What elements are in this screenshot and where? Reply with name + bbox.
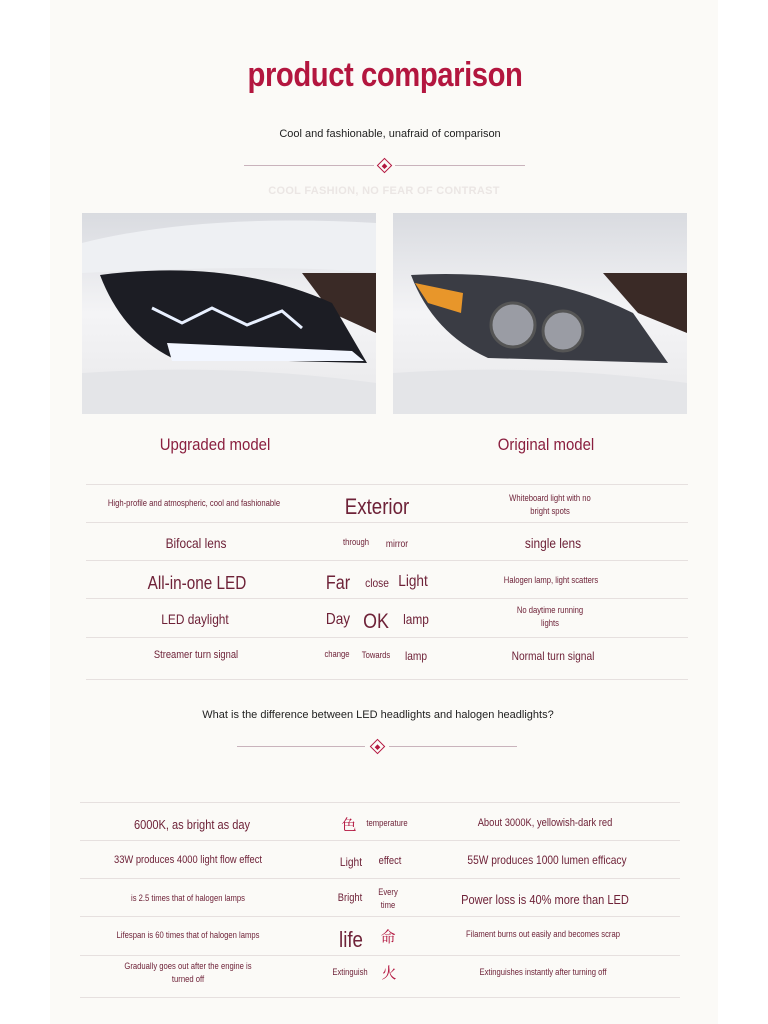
t2-r1-left: 6000K, as bright as day xyxy=(133,817,251,832)
row-divider xyxy=(80,802,680,803)
t1-r4-mid1: Day xyxy=(325,611,351,628)
t1-r5-left: Streamer turn signal xyxy=(153,649,239,661)
t1-r1-right: Whiteboard light with no bright spots xyxy=(509,493,591,516)
row-divider xyxy=(86,679,688,680)
t1-r4-mid3: lamp xyxy=(403,611,429,627)
row-divider xyxy=(80,997,680,998)
t2-r4-mid2: 命 xyxy=(380,929,396,946)
divider-right xyxy=(395,165,525,166)
t1-r4-right: No daytime running lights xyxy=(516,605,584,628)
t2-r3-mid2: Every time xyxy=(378,887,398,910)
upgraded-headlight-photo xyxy=(82,213,376,414)
divider-left xyxy=(244,165,374,166)
t1-r3-mid1: Far xyxy=(325,573,351,594)
t1-r4-mid2: OK xyxy=(363,610,389,633)
divider-left-2 xyxy=(237,746,365,747)
row-divider xyxy=(80,955,680,956)
t2-r4-mid1: life xyxy=(339,927,363,952)
t2-r5-left: Gradually goes out after the engine is turned off xyxy=(124,961,252,984)
t2-r2-left: 33W produces 4000 light flow effect xyxy=(114,854,262,866)
t2-r4-left: Lifespan is 60 times that of halogen lamps xyxy=(116,930,260,940)
t1-r2-left: Bifocal lens xyxy=(165,535,227,551)
upgraded-model-label: Upgraded model xyxy=(159,435,271,454)
row-divider xyxy=(86,484,688,485)
t1-r2-mid1: through xyxy=(343,537,369,547)
t2-r3-mid1: Bright xyxy=(337,892,363,904)
t1-r5-mid1: change xyxy=(324,649,350,659)
page-title: product comparison xyxy=(247,56,523,94)
t1-r3-mid2: close xyxy=(365,576,389,590)
original-model-label: Original model xyxy=(497,435,595,454)
t2-r1-mid1: 色 xyxy=(341,817,357,834)
row-divider xyxy=(86,598,688,599)
row-divider xyxy=(80,916,680,917)
t1-r3-left: All-in-one LED xyxy=(147,573,247,593)
t1-r5-mid2: Towards xyxy=(361,650,391,660)
t1-r4-left: LED daylight xyxy=(161,611,229,627)
t2-r1-right: About 3000K, yellowish-dark red xyxy=(477,817,613,829)
t1-r1-mid: Exterior xyxy=(344,494,410,519)
row-divider xyxy=(86,560,688,561)
subtitle: Cool and fashionable, unafraid of comparison xyxy=(279,128,501,140)
question-heading: What is the difference between LED headlights and halogen headlights? xyxy=(202,709,554,721)
t1-r3-right: Halogen lamp, light scatters xyxy=(503,575,599,585)
t2-r5-right: Extinguishes instantly after turning off xyxy=(479,967,607,977)
t2-r3-left: is 2.5 times that of halogen lamps xyxy=(131,893,245,903)
t1-r3-mid3: Light xyxy=(398,573,428,590)
t2-r2-mid2: effect xyxy=(378,855,402,867)
t1-r2-mid2: mirror xyxy=(385,539,409,550)
ghost-tagline: COOL FASHION, NO FEAR OF CONTRAST xyxy=(268,185,500,197)
original-headlight-photo xyxy=(393,213,687,414)
row-divider xyxy=(80,878,680,879)
t1-r1-left: High-profile and atmospheric, cool and fashionable xyxy=(107,498,281,508)
row-divider xyxy=(86,522,688,523)
t2-r3-right: Power loss is 40% more than LED xyxy=(461,892,629,907)
t2-r1-mid2: temperature xyxy=(366,818,408,828)
row-divider xyxy=(86,637,688,638)
t2-r5-mid2: 火 xyxy=(381,965,397,982)
t2-r2-right: 55W produces 1000 lumen efficacy xyxy=(467,853,627,867)
t1-r5-right: Normal turn signal xyxy=(511,649,595,663)
row-divider xyxy=(80,840,680,841)
t1-r5-mid3: lamp xyxy=(404,649,428,663)
t2-r4-right: Filament burns out easily and becomes scrap xyxy=(466,929,620,939)
divider-right-2 xyxy=(389,746,517,747)
t2-r5-mid1: Extinguish xyxy=(332,967,368,977)
t2-r2-mid1: Light xyxy=(339,855,363,869)
t1-r2-right: single lens xyxy=(524,535,582,551)
